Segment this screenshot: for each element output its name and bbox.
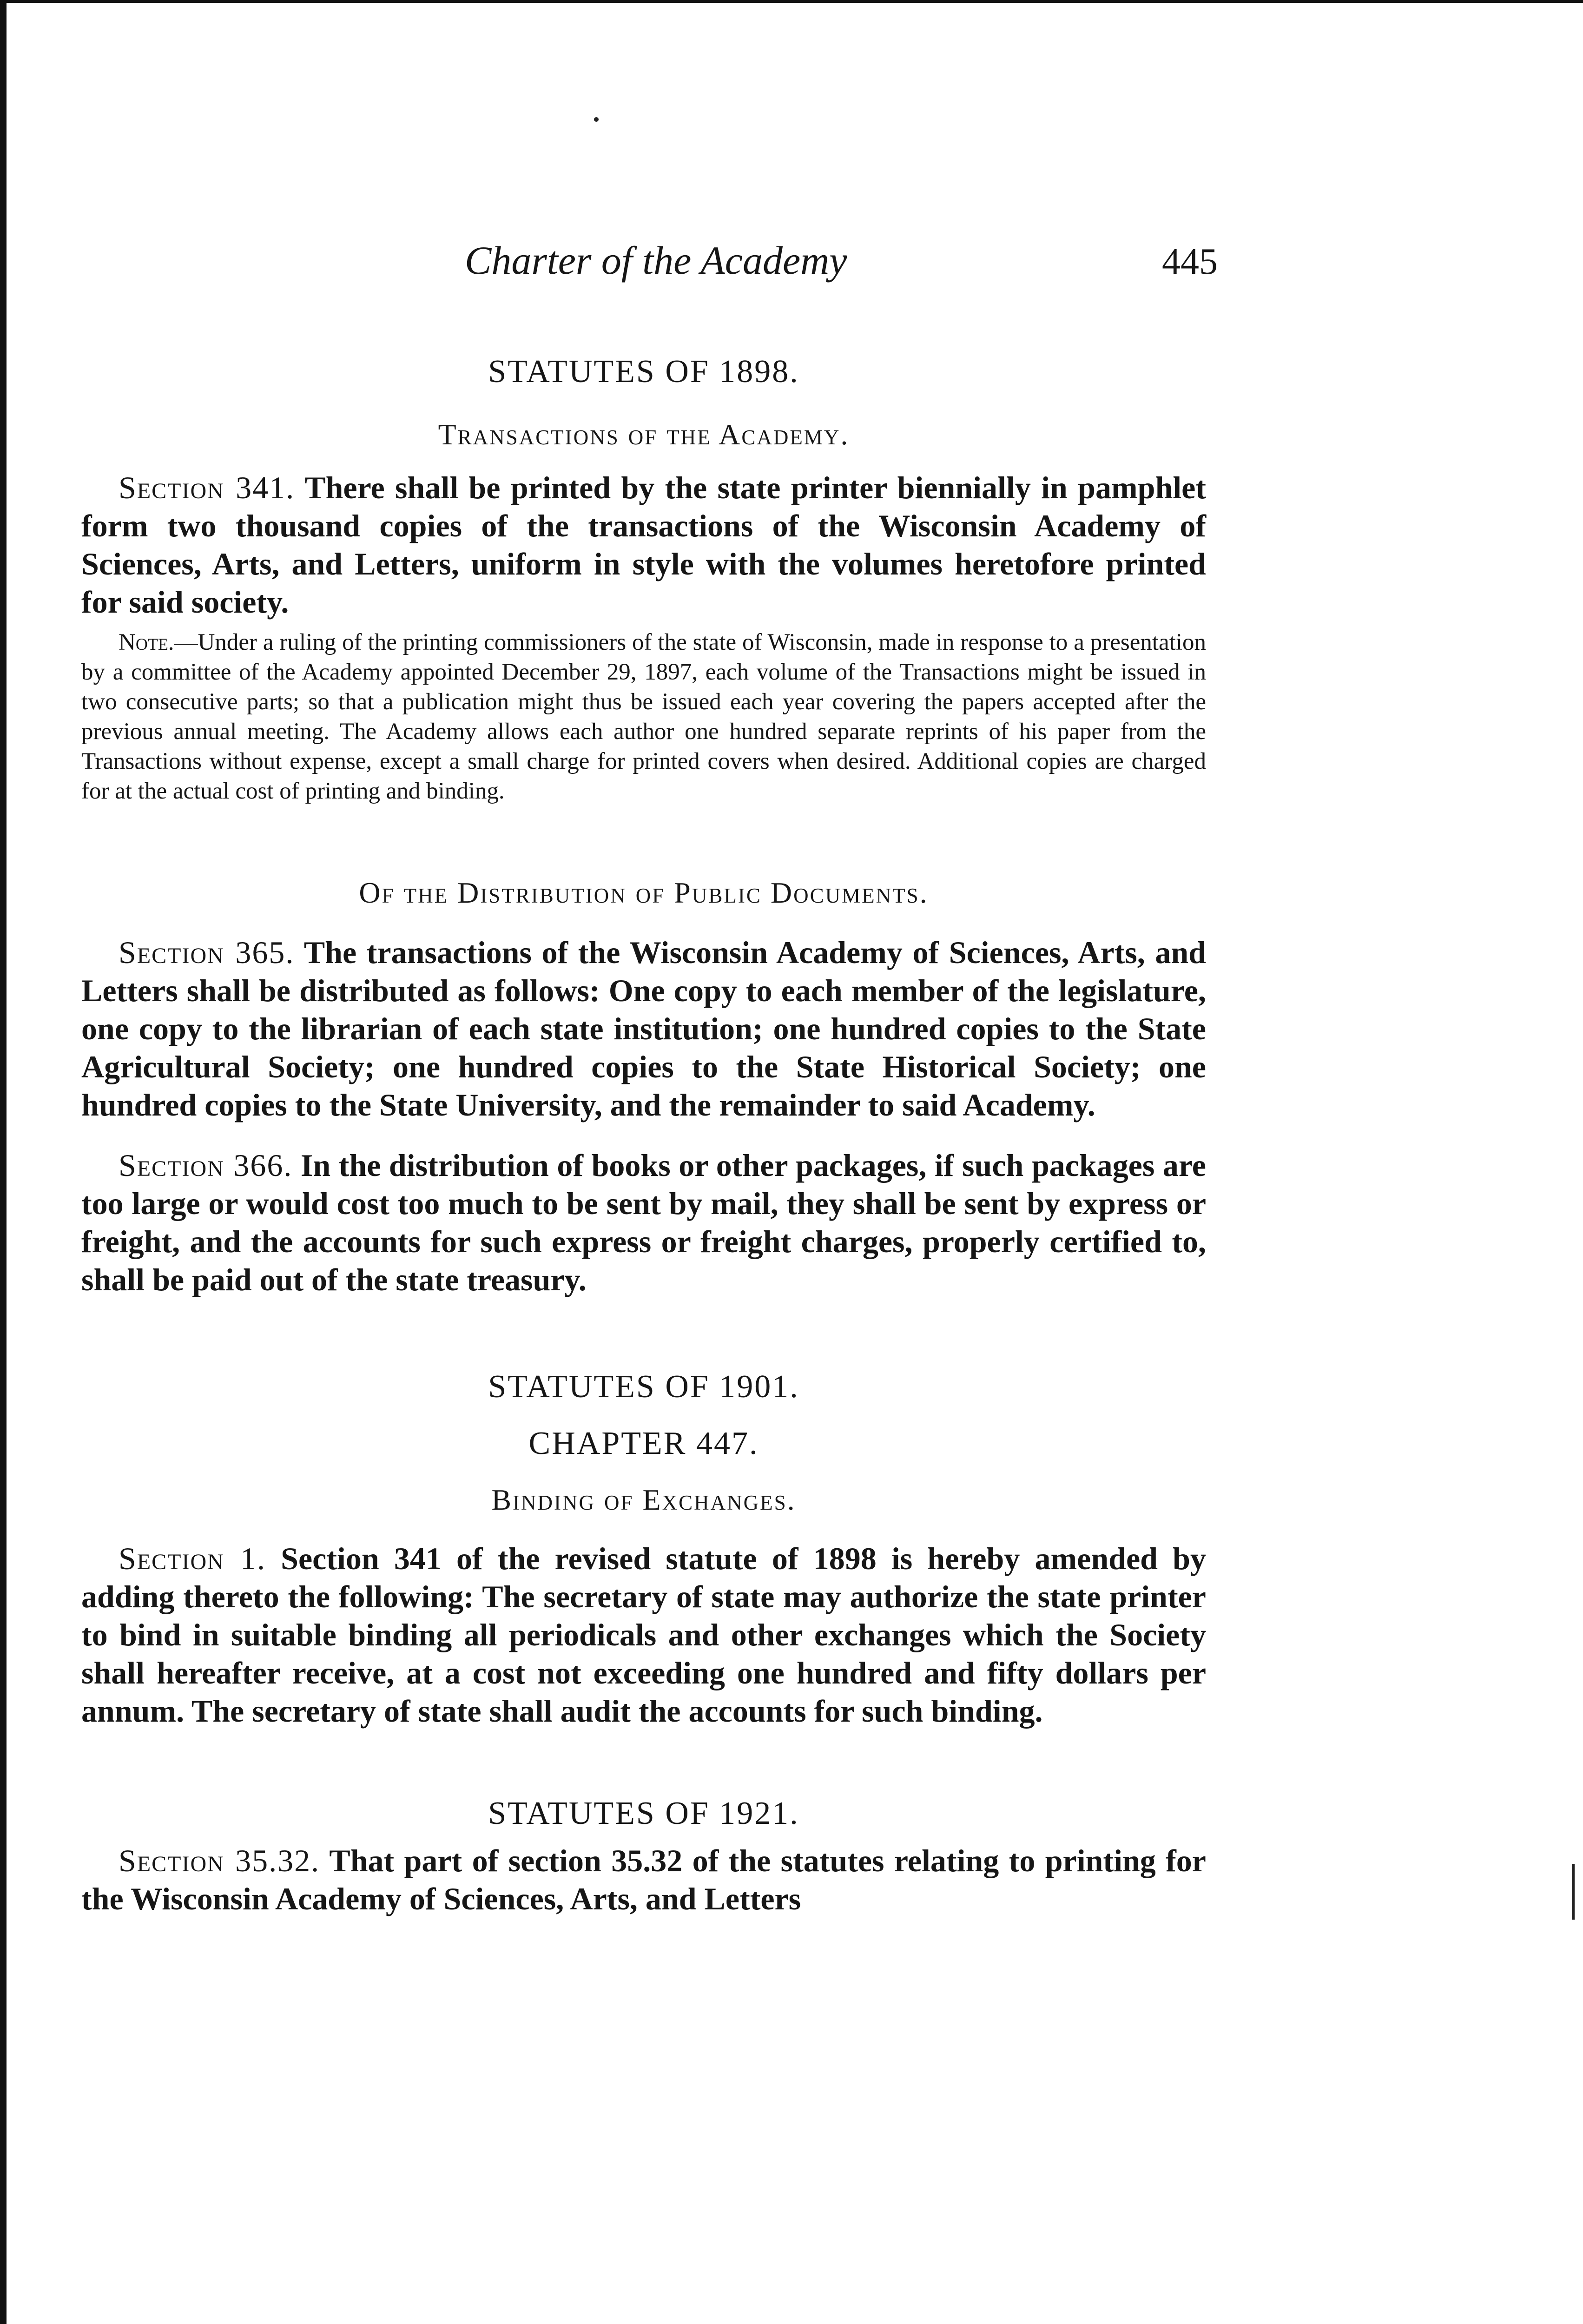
- section-label: Section 35.32.: [119, 1843, 320, 1878]
- paragraph-text: That part of section 35.32 of the statutes relating to printing for the Wisconsin Academy of Sciences, Arts, and Letters: [81, 1843, 1206, 1916]
- section-subheading: Of the Distribution of Public Documents.: [359, 876, 929, 909]
- paragraph-text: The transactions of the Wisconsin Academy of Sciences, Arts, and Letters shall be distributed as follows: One copy to each member of the legislature, one copy to the librarian of each state institution; one hundred copies to the State Agricultural Society; one hundred copies to the State Historical Society; one hundred copies to the State University, and the remainder to said Academy.: [81, 935, 1206, 1122]
- statute-paragraph: [81, 1539, 1206, 1730]
- page-body: [81, 353, 1206, 1918]
- scan-edge-mark: [1572, 1864, 1575, 1920]
- statute-paragraph: [81, 933, 1206, 1124]
- section-label: Section 341.: [119, 470, 295, 505]
- scan-speck: [594, 117, 599, 122]
- section-label: Section 365.: [119, 935, 295, 970]
- section-heading: STATUTES OF 1921.: [488, 1796, 799, 1831]
- section-heading: STATUTES OF 1901.: [488, 1369, 799, 1405]
- running-title: Charter of the Academy: [465, 238, 847, 283]
- page-header: [84, 237, 1218, 297]
- paragraph-text: There shall be printed by the state printer biennially in pamphlet form two thousand copies of the transactions of the Wisconsin Academy of Sciences, Arts, and Letters, uniform in style with the volumes heretofore printed for said society.: [81, 470, 1206, 620]
- section-label: Section 1.: [119, 1541, 266, 1576]
- section-heading: STATUTES OF 1898.: [488, 354, 799, 390]
- paragraph-text: In the distribution of books or other packages, if such packages are too large or would cost too much to be sent by mail, they shall be sent by express or freight, and the accounts for such express or freight charges, properly certified to, shall be paid out of the state treasury.: [81, 1148, 1206, 1297]
- paragraph-text: Section 341 of the revised statute of 1898 is hereby amended by adding thereto the following: The secretary of state may authorize the state printer to bind in suitable binding all periodicals and other exchanges which the Society shall hereafter receive, at a cost not exceeding one hundred and fifty dollars per annum. The secretary of state shall audit the accounts for such binding.: [81, 1541, 1206, 1729]
- chapter-heading: CHAPTER 447.: [528, 1426, 759, 1461]
- statute-paragraph: [81, 469, 1206, 621]
- section-subheading: Binding of Exchanges.: [491, 1483, 796, 1516]
- section-subheading: Transactions of the Academy.: [438, 418, 850, 451]
- note-text: —Under a ruling of the printing commissioners of the state of Wisconsin, made in response to a presentation by a committee of the Academy appointed December 29, 1897, each volume of the Transactions might be issued in two consecutive parts; so that a publication might thus be issued each year covering the papers accepted after the previous annual meeting. The Academy allows each author one hundred separate reprints of his paper from the Transactions without expense, except a small charge for printed covers when desired. Additional copies are charged for at the actual cost of printing and binding.: [81, 629, 1206, 804]
- note-label: Note.: [119, 629, 174, 655]
- section-label: Section 366.: [119, 1148, 293, 1183]
- statute-paragraph: [81, 1146, 1206, 1299]
- statute-paragraph: [81, 1842, 1206, 1918]
- note-paragraph: [81, 627, 1206, 806]
- page-number: 445: [1162, 241, 1218, 282]
